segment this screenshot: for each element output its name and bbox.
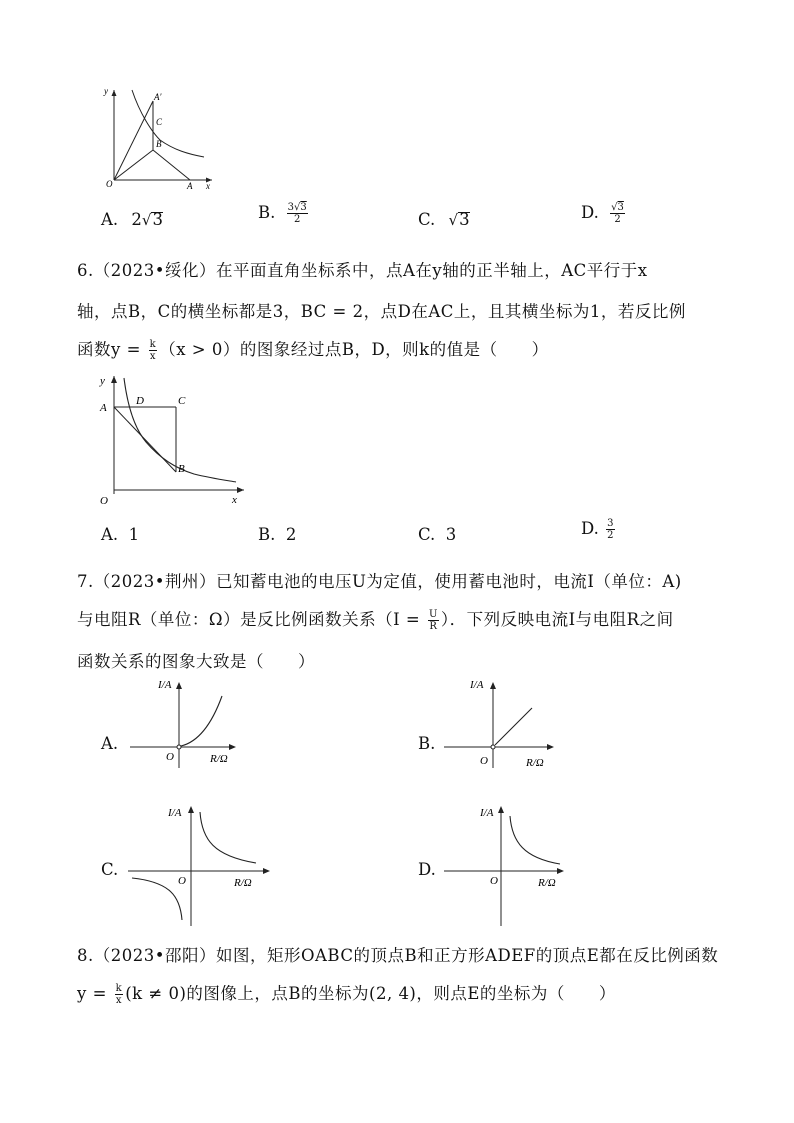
ylabel: I/A: [470, 679, 484, 691]
q7-line-1: 7.（2023•荆州）已知蓄电池的电压U为定值，使用蓄电池时，电流I（单位：A): [77, 572, 682, 591]
segment-ab: [114, 407, 176, 472]
label-y: y: [100, 375, 105, 387]
label-d: D: [136, 395, 144, 407]
label-b: B: [156, 139, 162, 149]
q6-option-a[interactable]: A. 1: [101, 525, 140, 544]
q5-option-c[interactable]: C. √3: [418, 210, 470, 229]
ylabel: I/A: [480, 807, 494, 819]
q7-option-b[interactable]: B.: [418, 734, 436, 753]
segment-oa-prime: [114, 101, 153, 180]
q5-option-a[interactable]: A. 2√3: [101, 210, 163, 229]
label-c: C: [178, 395, 186, 407]
q5-option-d[interactable]: D. $\frac{√3}{2}$: [581, 202, 624, 225]
q6-option-d[interactable]: D. $\frac{3}{2}$: [581, 518, 614, 541]
q6-figure: [94, 370, 250, 508]
q8-line-2: y = $\frac{k}{x}$ (k ≠ 0)的图像上，点B的坐标为(2, 4)，则点E的坐标为（ ）: [77, 983, 616, 1006]
label-a-prime: A′: [154, 92, 162, 102]
curve-parabola: [181, 696, 222, 746]
q7-graph-b[interactable]: [440, 676, 560, 772]
q7-option-c[interactable]: C.: [101, 860, 119, 879]
origin-label: O: [166, 751, 174, 763]
label-o: O: [106, 179, 113, 189]
line-proportional: [495, 708, 532, 745]
label-x: x: [232, 494, 237, 506]
q6-option-b[interactable]: B. 2: [258, 525, 297, 544]
origin-point: [491, 745, 495, 749]
q7-option-d[interactable]: D.: [418, 860, 436, 879]
origin-label: O: [480, 755, 488, 767]
label-c: C: [156, 117, 163, 127]
label-a: A: [100, 402, 107, 414]
ylabel: I/A: [158, 679, 172, 691]
q7-option-a[interactable]: A.: [101, 734, 119, 753]
origin-label: O: [490, 875, 498, 887]
q6-line-1: 6.（2023•绥化）在平面直角坐标系中，点A在y轴的正半轴上，AC平行于x: [77, 261, 648, 280]
q7-graph-c[interactable]: [124, 800, 276, 928]
xlabel: R/Ω: [538, 877, 556, 889]
xlabel: R/Ω: [234, 877, 252, 889]
hyperbola-curve: [132, 90, 204, 157]
origin-label: O: [178, 875, 186, 887]
segment-ba: [153, 150, 190, 180]
q6-line-2: 轴，点B，C的横坐标都是3，BC = 2，点D在AC上，且其横坐标为1，若反比例: [77, 302, 686, 321]
ylabel: I/A: [168, 807, 182, 819]
xlabel: R/Ω: [210, 753, 228, 765]
curve-quadrant-1: [200, 812, 256, 863]
curve-quadrant-1: [510, 816, 560, 864]
origin-point: [177, 745, 181, 749]
label-o: O: [100, 495, 108, 507]
q7-line-2: 与电阻R（单位：Ω）是反比例函数关系（I = $\frac{U}{R}$ ）．下列反映电流I与电阻R之间: [77, 609, 674, 632]
label-x: x: [206, 181, 210, 190]
q6-line-3: 函数y = $\frac{k}{x}$ （x > 0）的图象经过点B，D，则k的值是（ ）: [77, 339, 549, 362]
label-a: A: [187, 181, 193, 190]
curve-quadrant-3: [132, 878, 182, 920]
q7-graph-a[interactable]: [126, 676, 242, 772]
q7-graph-d[interactable]: [440, 800, 570, 928]
label-b: B: [178, 463, 185, 475]
xlabel: R/Ω: [526, 757, 544, 769]
label-y: y: [104, 86, 108, 96]
q8-line-1: 8.（2023•邵阳）如图，矩形OABC的顶点B和正方形ADEF的顶点E都在反比例函数: [77, 946, 719, 965]
q5-option-b[interactable]: B. $\frac{3√3}{2}$: [258, 202, 307, 225]
q6-option-c[interactable]: C. 3: [418, 525, 457, 544]
q5-figure: [100, 84, 220, 190]
segment-ob: [114, 150, 153, 180]
q7-line-3: 函数关系的图象大致是（ ）: [77, 652, 315, 671]
